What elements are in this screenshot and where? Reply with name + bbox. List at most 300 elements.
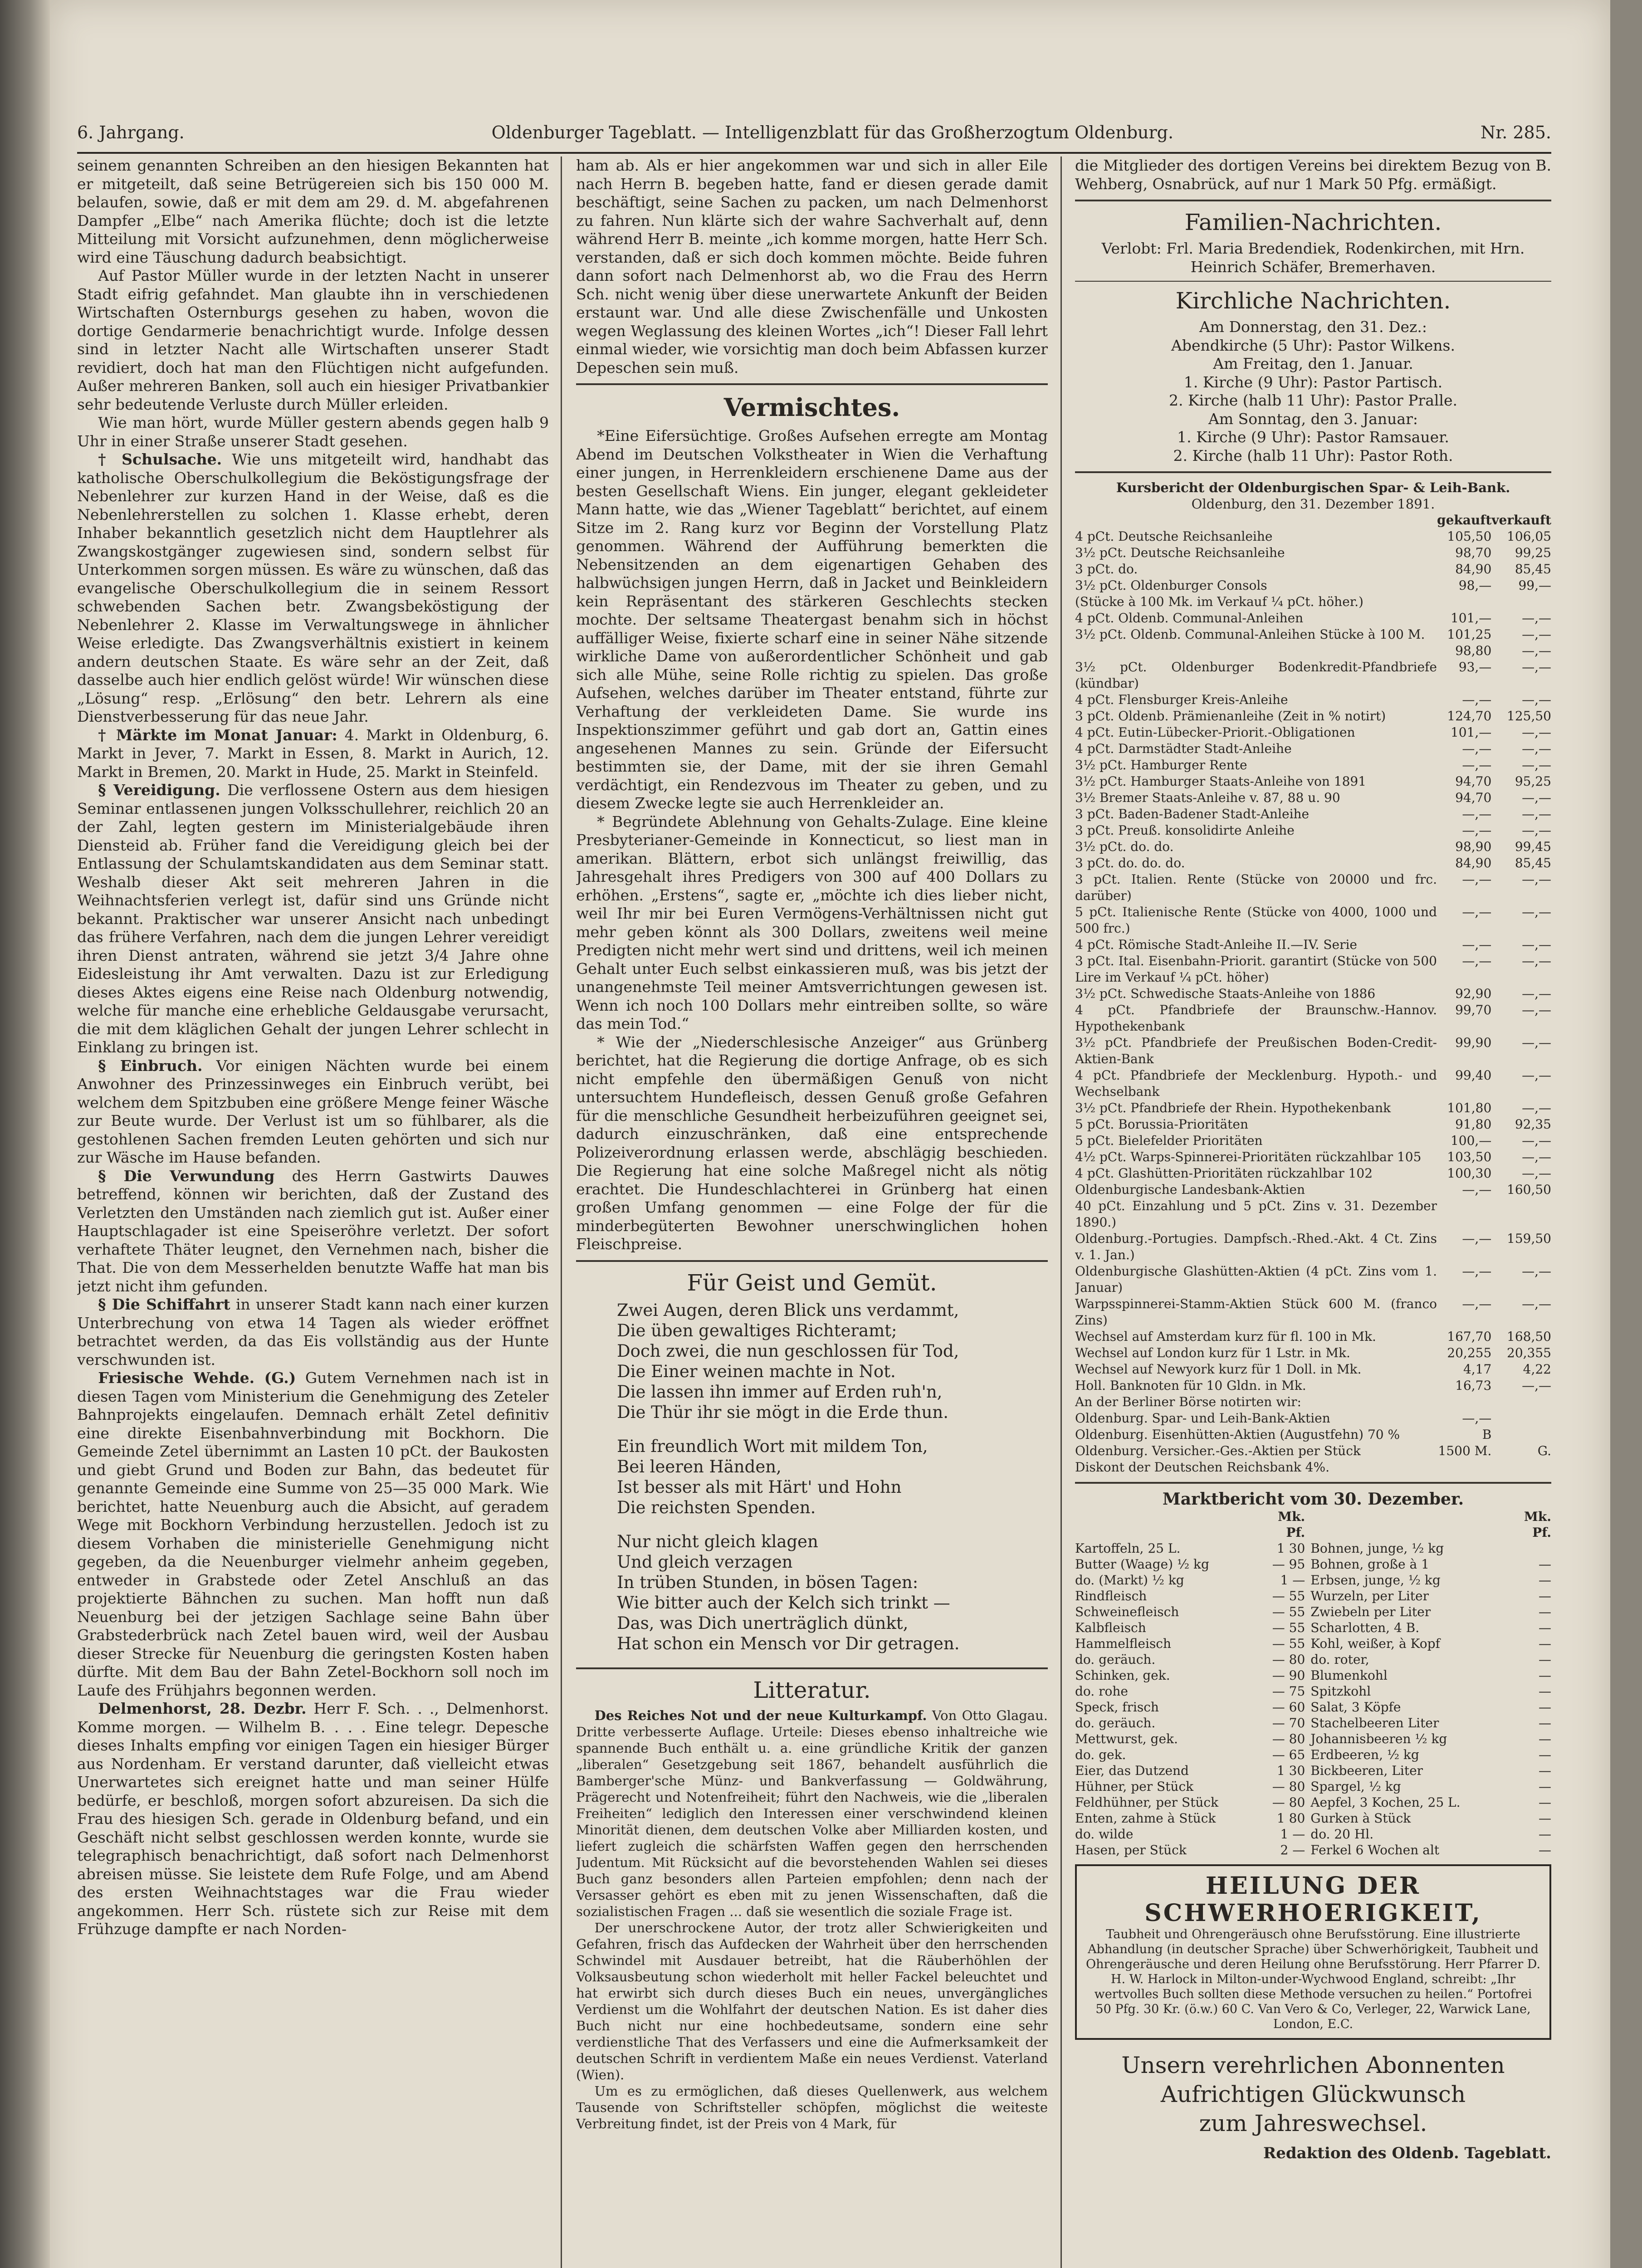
article-text: Wie man hört, wurde Müller gestern abends gegen halb 9 Uhr in einer Straße unserer Stadt gesehen.	[77, 414, 549, 450]
kurs-row	[1075, 626, 1551, 643]
price-bought: 92,90	[1455, 986, 1492, 1001]
security-name: 40 pCt. Einzahlung und 5 pCt. Zins v. 31. Dezember 1890.)	[1075, 1198, 1437, 1230]
church-schedule-line: Am Sonntag, den 3. Januar:	[1208, 410, 1418, 428]
section-rule	[576, 1667, 1048, 1669]
product-price: —	[1539, 1588, 1551, 1603]
security-name: 4 pCt. Darmstädter Stadt-Anleihe	[1075, 741, 1292, 756]
kurs-row	[1075, 1231, 1551, 1263]
price-bought: 101,—	[1450, 611, 1492, 626]
market-row	[1075, 1604, 1551, 1620]
section-title-litteratur: Litteratur.	[753, 1677, 871, 1703]
article-text: Gutem Vernehmen nach ist in diesen Tagen vom Ministerium die Genehmigung des Zeteler Bahnprojekts eingelaufen. Demnach erhält Zetel definitiv eine direkte Eisenbahnverbindung mit Bockhorn. Die Gemeinde Zetel übernimmt an Lasten 10 pCt. der Baukosten und giebt Grund und Boden zur Bahn, das bedeutet für genannte Gemeinde eine Summe von 25—35 000 Mark. Wie berichtet, hatte Neuenburg auch die Absicht, auf geradem Wege mit Bockhorn Verbindung herzustellen. Jedoch ist zu diesem Vorhaben die ministerielle Genehmigung nicht gegeben, da die Neuenburger vielmehr anheim gegeben, entweder in Grabstede oder Zetel Anschluß an das projektierte Bähnchen zu suchen. Man hofft nun daß Neuenburg bei der jetzigen Sachlage seine Bahn über Grabstederbrück nach Zetel bauen wird, weil der Ausbau dieser Strecke für Neuenburg die geringsten Kosten haben dürfte. Mit dem Bau der Bahn Zetel-Bockhorn soll noch im Laufe des Frühjahrs begonnen werden.	[77, 1369, 549, 1699]
kurs-row	[1075, 610, 1551, 626]
product-price: —	[1539, 1667, 1551, 1683]
kurs-row	[1075, 1149, 1551, 1165]
security-name: 4 pCt. Pfandbriefe der Braunschw.-Hannov. Hypothekenbank	[1075, 1002, 1437, 1034]
product-name: Eier, das Dutzend	[1075, 1763, 1189, 1778]
kurs-row	[1075, 937, 1551, 953]
kurs-row	[1075, 577, 1551, 594]
kurs-row	[1075, 773, 1551, 790]
price-sold: —,—	[1522, 872, 1551, 887]
product-name: Stachelbeeren Liter	[1310, 1715, 1439, 1730]
product-name: Erdbeeren, ½ kg	[1310, 1747, 1419, 1762]
kurs-row	[1075, 1182, 1551, 1198]
product-price: — 55	[1272, 1620, 1305, 1635]
ad-headline: SCHWERHOERIGKEIT,	[1144, 1899, 1482, 1927]
product-name: Schweinefleisch	[1075, 1604, 1179, 1619]
security-name: Oldenburg. Versicher.-Ges.-Aktien per Stück	[1075, 1443, 1361, 1458]
product-price: — 80	[1272, 1731, 1305, 1746]
poem-stanza	[617, 1300, 1048, 1422]
product-name: Ferkel 6 Wochen alt	[1310, 1842, 1440, 1857]
price-sold	[1491, 594, 1551, 610]
price-sold: 159,50	[1507, 1231, 1551, 1246]
kurs-row	[1075, 643, 1551, 659]
poem-line: Nur nicht gleich klagen	[617, 1531, 818, 1551]
advertisement-box	[1075, 1864, 1551, 2040]
market-row	[1075, 1763, 1551, 1779]
price-bought: 98,90	[1455, 839, 1492, 854]
article-text: Wie uns mitgeteilt wird, handhabt das katholische Oberschulkollegium die Beköstigungsfrage der Nebenlehrer zur kurzen Hand in der Weise, daß es die Nebenlehrerstellen zu solchen 1. Klasse erhebt, deren Inhaber bekanntlich gesetzlich nicht dem Hauptlehrer als Zwangskostgänger zugewiesen sind, sondern selbst für Unterkommen sorgen müssen. Es wäre zu wünschen, daß das evangelische Oberschulkollegium die in seinem Ressort schwebenden Sachen betr. Zwangsbeköstigung der Nebenlehrer 2. Klasse im Verwaltungswege in ähnlicher Weise erledigte. Das Zwangsverhältnis existiert in keinem andern deutschen Staate. Es wäre sehr an der Zeit, daß dasselbe auch hier endlich gelöst würde! Wir wünschen diese „Lösung“ resp. „Erlösung“ den betr. Lehrern als eine Dienstverbesserung für das neue Jahr.	[77, 450, 549, 725]
article-text: *Eine Eifersüchtige. Großes Aufsehen erregte am Montag Abend im Deutschen Volkstheater in Wien die Verhaftung einer jungen, in Herrenkleidern erschienene Dame aus der besten Gesellschaft Wiens. Ein junger, elegant gekleideter Mann hatte, wie das „Wiener Tageblatt“ berichtet, auf einem Sitze im 2. Rang kurz vor Beginn der Vorstellung Platz genommen. Während der Aufführung bemerkten die Nebensitzenden an dem eigenartigen Gehaben des halbwüchsigen jungen Herrn, daß in Jacket und Beinkleidern kein Repräsentant des stärkeren Geschlechts stecken mochte. Der seltsame Theatergast benahm sich in höchst auffälliger Weise, fixierte scharf eine in seiner Nähe sitzende wirkliche Dame von außerordentlicher Schönheit und gab sich alle Mühe, seine Rolle richtig zu spielen. Das große Aufsehen, welches darüber im Theater entstand, führte zur Verhaftung der verkleideten Dame. Sie wurde ins Inspektionszimmer geführt und gab dort an, Gattin eines angesehenen Mannes zu sein. Gründe der Eifersucht bestimmten sie, der Dame, mit der sie ihren Gemahl verdächtigt, ein Rendezvous im Theater zu geben, und zu diesem Zwecke legte sie auch Herrenkleider an.	[576, 427, 1048, 812]
price-sold: —,—	[1522, 807, 1551, 821]
product-price: — 70	[1272, 1715, 1305, 1730]
column-divider-2	[1060, 156, 1062, 2268]
security-name: 3½ pCt. Hamburger Rente	[1075, 758, 1247, 772]
article-text: Um es zu ermöglichen, daß dieses Quellenwerk, aus welchem Tausende von Schriftsteller schöpfen, möglichst die weiteste Verbreitung findet, ist der Preis von 4 Mark, für	[576, 2083, 1048, 2131]
product-price: —	[1539, 1779, 1551, 1794]
price-bought: —,—	[1462, 741, 1492, 756]
price-bought: 99,70	[1455, 1002, 1492, 1017]
kurs-row	[1075, 822, 1551, 839]
church-schedule-line: 1. Kirche (9 Uhr): Pastor Ramsauer.	[1177, 428, 1449, 446]
price-sold: —,—	[1522, 627, 1551, 642]
product-price: —	[1539, 1556, 1551, 1572]
price-sold	[1491, 1459, 1551, 1476]
poem-line: Und gleich verzagen	[617, 1552, 793, 1572]
product-price: — 80	[1272, 1794, 1305, 1810]
article-heading: § Vereidigung.	[98, 781, 220, 799]
product-name: Speck, frisch	[1075, 1699, 1159, 1715]
security-name: Oldenburgische Glashütten-Aktien (4 pCt. Zins vom 1. Januar)	[1075, 1264, 1437, 1295]
market-row	[1075, 1747, 1551, 1763]
security-name: An der Berliner Börse notirten wir:	[1075, 1394, 1301, 1409]
price-bought: —,—	[1462, 758, 1492, 772]
product-name: do. (Markt) ½ kg	[1075, 1572, 1184, 1588]
price-bought	[1437, 594, 1491, 610]
article-heading: Friesische Wehde. (G.)	[98, 1369, 296, 1387]
product-name: Feldhühner, per Stück	[1075, 1794, 1219, 1810]
price-bought: 99,90	[1455, 1035, 1492, 1050]
security-name: 4 pCt. Römische Stadt-Anleihe II.—IV. Serie	[1075, 937, 1357, 952]
security-name: Wechsel auf London kurz für 1 Lstr. in Mk.	[1075, 1345, 1350, 1360]
security-name: 3 pCt. Preuß. konsolidirte Anleihe	[1075, 823, 1295, 838]
price-sold	[1491, 1427, 1551, 1443]
kurs-row	[1075, 1067, 1551, 1100]
price-sold: 20,355	[1507, 1345, 1551, 1360]
article-heading: Delmenhorst, 28. Dezbr.	[98, 1700, 307, 1717]
church-schedule	[1075, 318, 1551, 465]
price-sold: —,—	[1522, 643, 1551, 658]
product-name: Rindfleisch	[1075, 1588, 1147, 1603]
kurs-row	[1075, 545, 1551, 561]
product-name: Spargel, ½ kg	[1310, 1779, 1401, 1794]
kurs-row	[1075, 1394, 1551, 1410]
poem-line: Die lassen ihn immer auf Erden ruh'n,	[617, 1382, 943, 1402]
market-row	[1075, 1572, 1551, 1588]
product-price: —	[1539, 1794, 1551, 1810]
poem-line: Ein freundlich Wort mit mildem Ton,	[617, 1436, 928, 1456]
product-price: —	[1539, 1715, 1551, 1730]
product-price: —	[1539, 1731, 1551, 1746]
section-rule	[576, 1260, 1048, 1262]
article-heading: § Die Schiffahrt	[98, 1295, 230, 1313]
article-heading: † Schulsache.	[98, 450, 222, 468]
kurs-row	[1075, 1133, 1551, 1149]
poem-line: Die Einer weinen machte in Not.	[617, 1361, 896, 1381]
price-sold: 125,50	[1507, 709, 1551, 723]
security-name: 4 pCt. Oldenb. Communal-Anleihen	[1075, 611, 1304, 626]
product-price: — 55	[1272, 1588, 1305, 1603]
product-name: Bohnen, junge, ½ kg	[1310, 1540, 1444, 1556]
price-sold: —,—	[1522, 660, 1551, 675]
kurs-row	[1075, 692, 1551, 708]
price-bought	[1437, 1394, 1491, 1410]
security-name: Wechsel auf Newyork kurz für 1 Doll. in Mk.	[1075, 1362, 1362, 1377]
church-schedule-line: 2. Kirche (halb 11 Uhr): Pastor Pralle.	[1169, 391, 1457, 409]
product-price: 1 30	[1276, 1540, 1305, 1556]
price-sold: —,—	[1522, 1378, 1551, 1393]
security-name: 4 pCt. Glashütten-Prioritäten rückzahlbar 102	[1075, 1166, 1373, 1181]
new-year-greeting	[1075, 2051, 1551, 2138]
kurs-row	[1075, 724, 1551, 741]
product-price: —	[1539, 1810, 1551, 1826]
product-price: — 80	[1272, 1652, 1305, 1667]
security-name: 3 pCt. do.	[1075, 562, 1138, 577]
security-name: 4 pCt. Deutsche Reichsanleihe	[1075, 529, 1273, 544]
price-bought: —,—	[1462, 692, 1492, 707]
product-price: —	[1539, 1652, 1551, 1667]
article-text: des Herrn Gastwirts Dauwes betreffend, können wir berichten, daß der Zustand des Verletzten den Umständen nach ziemlich gut ist. Außer einer Hauptschlagader ist eine Speiseröhre verletzt. Der sofort verhaftete Thäter leugnet, den Vernehmen nach, bisher die That. Die von dem Messerhelden benutzte Waffe hat man bis jetzt nicht ihm gefunden.	[77, 1167, 549, 1295]
security-name: Wechsel auf Amsterdam kurz für fl. 100 in Mk.	[1075, 1329, 1376, 1344]
product-name: Scharlotten, 4 B.	[1310, 1620, 1420, 1635]
section-rule	[1075, 471, 1551, 473]
church-schedule-line: 2. Kirche (halb 11 Uhr): Pastor Roth.	[1173, 446, 1453, 464]
price-sold: 85,45	[1515, 855, 1551, 870]
article-heading: † Märkte im Monat Januar:	[98, 726, 337, 744]
poem-line: Bei leeren Händen,	[617, 1457, 782, 1476]
price-sold: —,—	[1522, 1035, 1551, 1050]
article-heading: § Die Verwundung	[98, 1167, 275, 1185]
poem-line: Die reichsten Spenden.	[617, 1497, 816, 1517]
kurs-row	[1075, 1443, 1551, 1459]
ad-text: Taubheit und Ohrengeräusch ohne Berufsstörung. Eine illustrierte Abhandlung (in deutscher Sprache) über Schwerhörigkeit, Taubheit und Ohrengeräusche und deren Heilung ohne Berufsstörung. Herr Pfarrer D. H. W. Harlock in Milton-under-Wychwood England, schreibt: „Ihr wertvolles Buch sollten diese Methode versuchen zu heilen.“ Portofrei 50 Pfg. 30 Kr. (ö.w.) 60 C. Van Vero & Co, Verleger, 22, Warwick Lane, London, E.C.	[1086, 1927, 1540, 2031]
kurs-row	[1075, 757, 1551, 773]
price-sold: —,—	[1522, 1264, 1551, 1279]
security-name: 3½ pCt. Oldenb. Communal-Anleihen Stücke à 100 M.	[1075, 627, 1425, 642]
price-sold: —,—	[1522, 986, 1551, 1001]
kurs-row	[1075, 1329, 1551, 1345]
kurs-row	[1075, 871, 1551, 904]
section-rule	[576, 383, 1048, 385]
poem-stanza	[617, 1531, 1048, 1654]
poem-line: In trüben Stunden, in bösen Tagen:	[617, 1572, 919, 1592]
product-price: 1 80	[1276, 1810, 1305, 1826]
product-price: — 90	[1272, 1667, 1305, 1683]
market-row	[1075, 1620, 1551, 1636]
kurs-row	[1075, 1410, 1551, 1427]
market-row	[1075, 1826, 1551, 1842]
price-sold: —,—	[1522, 1166, 1551, 1181]
product-price: 1 —	[1280, 1572, 1305, 1588]
security-name: 3 pCt. do. do. do.	[1075, 855, 1185, 870]
kurs-row	[1075, 790, 1551, 806]
page-header	[77, 122, 1551, 150]
product-name: Schinken, gek.	[1075, 1667, 1170, 1683]
kurs-row	[1075, 953, 1551, 986]
article-text: Herr F. Sch. . ., Delmenhorst. Komme morgen. — Wilhelm B. . . . Eine telegr. Depesche dieses Inhalts empfing vor einigen Tagen ein hiesiger Bürger aus Nordenham. Er verstand darunter, daß vielleicht etwas Unerwartetes sich ereignet hatte und man seiner Hülfe bedürfe, er beschloß, morgen sofort abzureisen. Da sich die Frau des hiesigen Sch. gerade in Oldenburg befand, und ein Geschäft nicht selbst geschlossen werden konnte, wurde sie telegraphisch benachrichtigt, daß sofort nach Delmenhorst abreisen müsse. Sie leistete dem Rufe Folge, und am Abend des ersten Weihnachtstages war die Frau wieder angekommen. Herr Sch. rüstete sich zur Reise mit dem Frühzuge dampfte er nach Norden-	[77, 1700, 549, 1938]
price-bought: B	[1482, 1427, 1492, 1442]
product-price: — 60	[1272, 1699, 1305, 1715]
price-bought: 93,—	[1458, 660, 1492, 675]
security-name: 3½ pCt. Hamburger Staats-Anleihe von 1891	[1075, 774, 1367, 789]
article-text: die Mitglieder des dortigen Vereins bei direktem Bezug von B. Wehberg, Osnabrück, auf nur 1 Mark 50 Pfg. ermäßigt.	[1075, 156, 1551, 193]
market-row	[1075, 1715, 1551, 1731]
security-name: Diskont der Deutschen Reichsbank 4%.	[1075, 1460, 1329, 1475]
poem-line: Die Thür ihr sie mögt in die Erde thun.	[617, 1402, 948, 1422]
volume-label: 6. Jahrgang.	[77, 122, 185, 142]
security-name: Oldenburg.-Portugies. Dampfsch.-Rhed.-Akt. 4 Ct. Zins v. 1. Jan.)	[1075, 1231, 1437, 1262]
market-row	[1075, 1683, 1551, 1699]
unit-header: Mk. Pf.	[1278, 1509, 1305, 1540]
market-table	[1075, 1509, 1551, 1858]
market-row	[1075, 1556, 1551, 1572]
price-bought: 100,—	[1450, 1133, 1492, 1148]
security-name: 3½ pCt. Oldenburger Consols	[1075, 578, 1267, 593]
kurs-row	[1075, 1378, 1551, 1394]
market-row	[1075, 1731, 1551, 1747]
price-bought: —,—	[1462, 953, 1492, 968]
kurs-row	[1075, 1198, 1551, 1231]
kurs-row	[1075, 1427, 1551, 1443]
security-name: 3½ pCt. Pfandbriefe der Preußischen Boden-Credit-Aktien-Bank	[1075, 1035, 1437, 1066]
poem-line: Das, was Dich unerträglich dünkt,	[617, 1613, 909, 1633]
price-bought: 103,50	[1447, 1149, 1492, 1164]
price-sold: —,—	[1522, 741, 1551, 756]
poem-line: Hat schon ein Mensch vor Dir getragen.	[617, 1633, 960, 1653]
product-price: —	[1539, 1699, 1551, 1715]
product-price: —	[1539, 1747, 1551, 1762]
kurs-row	[1075, 1263, 1551, 1296]
price-sold	[1491, 1198, 1551, 1231]
price-sold: —,—	[1522, 1296, 1551, 1311]
col-header-verkauft: verkauft	[1491, 513, 1551, 528]
product-price: —	[1539, 1826, 1551, 1842]
security-name: 4 pCt. Pfandbriefe der Mecklenburg. Hypoth.- und Wechselbank	[1075, 1068, 1437, 1099]
poem	[576, 1300, 1048, 1654]
product-price: —	[1539, 1763, 1551, 1778]
column-divider-1	[561, 156, 562, 2268]
security-name: 3 pCt. Italien. Rente (Stücke von 20000 und frc. darüber)	[1075, 872, 1437, 903]
poem-line: Zwei Augen, deren Blick uns verdammt,	[617, 1300, 959, 1320]
product-name: do. gek.	[1075, 1747, 1126, 1762]
product-name: Kalbfleisch	[1075, 1620, 1146, 1635]
price-bought: 1500 M.	[1438, 1443, 1492, 1458]
market-title: Marktbericht vom 30. Dezember.	[1162, 1490, 1464, 1509]
article-text: Vor einigen Nächten wurde bei einem Anwohner des Prinzessinweges ein Einbruch verübt, bei welchem dem Spitzbuben eine größere Menge feiner Wäsche zur Beute wurde. Der Verlust ist um so fühlbarer, als die gestohlenen Sachen fremden Leuten gehörten und sich nur zur Wäsche im Hause befanden.	[77, 1056, 549, 1166]
product-name: do. rohe	[1075, 1683, 1128, 1699]
price-bought: 98,—	[1458, 578, 1492, 593]
price-bought: 84,90	[1455, 855, 1492, 870]
product-name: Wurzeln, per Liter	[1310, 1588, 1429, 1603]
kurs-row	[1075, 741, 1551, 757]
greeting-line: Aufrichtigen Glückwunsch	[1160, 2081, 1466, 2107]
price-bought: 167,70	[1447, 1329, 1492, 1344]
product-name: Johannisbeeren ½ kg	[1310, 1731, 1447, 1746]
price-sold: 95,25	[1515, 774, 1551, 789]
security-name: 3½ pCt. Pfandbriefe der Rhein. Hypothekenbank	[1075, 1100, 1391, 1115]
section-rule	[1075, 281, 1551, 282]
poem-line: Doch zwei, die nun geschlossen für Tod,	[617, 1341, 959, 1361]
price-sold: —,—	[1522, 1002, 1551, 1017]
header-rule	[77, 152, 1551, 154]
kurs-row	[1075, 594, 1551, 610]
kurs-row	[1075, 1100, 1551, 1116]
poem-line: Die üben gewaltiges Richteramt;	[617, 1320, 897, 1340]
product-name: Hammelfleisch	[1075, 1636, 1172, 1651]
security-name: 5 pCt. Borussia-Prioritäten	[1075, 1117, 1248, 1132]
security-name: 5 pCt. Italienische Rente (Stücke von 4000, 1000 und 500 frc.)	[1075, 904, 1437, 936]
kurs-row	[1075, 1361, 1551, 1378]
price-bought: 101,25	[1447, 627, 1492, 642]
product-name: Salat, 3 Köpfe	[1310, 1699, 1401, 1715]
article-text: * Begründete Ablehnung von Gehalts-Zulage. Eine kleine Presbyterianer-Gemeinde in Konnecticut, so liest man in amerikan. Blättern, erbot sich unlängst freiwillig, das Jahresgehalt ihres Predigers von 300 auf 400 Dollars zu erhöhen. „Erstens“, sagte er, „möchte ich dies lieber nicht, weil Ihr mir bei Euren Vermögens-Verhältnissen nicht gut mehr geben könnt als 300 Dollars, zweitens weil meine Predigten nicht mehr wert sind und drittens, weil ich meinen Gehalt unter Euch selbst einkassieren muß, was bis jetzt der unangenehmste Teil meiner Amtsverrichtungen gewesen ist. Wenn ich noch 100 Dollars mehr eintreiben sollte, so wäre das mein Tod.“	[576, 812, 1048, 1032]
price-bought	[1437, 1459, 1491, 1476]
product-name: Bohnen, große à 1	[1310, 1556, 1429, 1572]
security-name: Holl. Banknoten für 10 Gldn. in Mk.	[1075, 1378, 1306, 1393]
price-sold: 106,05	[1507, 529, 1551, 544]
price-bought: 99,40	[1455, 1068, 1492, 1083]
product-name: Erbsen, junge, ½ kg	[1310, 1572, 1441, 1588]
security-name: 3½ Bremer Staats-Anleihe v. 87, 88 u. 90	[1075, 790, 1340, 805]
article-text: seinem genannten Schreiben an den hiesigen Bekannten hat er mitgeteilt, daß seine Betrügereien sich bis 150 000 M. belaufen, sowie, daß er mit dem am 29. d. M. abgefahrenen Dampfer „Elbe“ nach Amerika flüchte; doch ist die letzte Mitteilung mit Vorsicht aufzunehmen, denn möglicherweise wird eine Täuschung dadurch beabsichtigt.	[77, 156, 549, 266]
article-text: Die verflossene Ostern aus dem hiesigen Seminar entlassenen jungen Volksschullehrer, reichlich 20 an der Zahl, legten gestern im Ministerialgebäude ihren Diensteid ab. Früher fand die Vereidigung gleich bei der Entlassung der Schulamtskandidaten aus dem Seminar statt. Weshalb dieser Akt seit mehreren Jahren in die Weihnachtsferien verlegt ist, dafür sind uns Gründe nicht bekannt. Praktischer war unserer Ansicht nach unbedingt das frühere Verfahren, nach dem die jungen Lehrer vereidigt ihren Dienst antraten, während sie jetzt 3/4 Jahre ohne Eidesleistung ihr Amt verwalten. Dazu ist zur Erledigung dieses Aktes eigens eine Reise nach Oldenburg notwendig, welche für manche eine erhebliche Geldausgabe verursacht, die mit dem kläglichen Gehalt der jungen Lehrer schlecht in Einklang zu bringen ist.	[77, 781, 549, 1056]
price-sold: —,—	[1522, 758, 1551, 772]
kurs-row	[1075, 659, 1551, 692]
product-price: —	[1539, 1620, 1551, 1635]
product-price: — 80	[1272, 1779, 1305, 1794]
product-price: — 95	[1272, 1556, 1305, 1572]
price-bought: —,—	[1462, 1182, 1492, 1197]
col-header-gekauft: gekauft	[1437, 513, 1492, 528]
security-name: 3½ pCt. Deutsche Reichsanleihe	[1075, 545, 1285, 560]
church-schedule-line: Am Freitag, den 1. Januar.	[1213, 355, 1413, 372]
price-sold	[1491, 1410, 1551, 1427]
kursbericht-date: Oldenburg, den 31. Dezember 1891.	[1191, 496, 1435, 512]
poem-stanza	[617, 1436, 1048, 1518]
product-name: Kartoffeln, 25 L.	[1075, 1540, 1181, 1556]
kurs-row	[1075, 1002, 1551, 1035]
market-row	[1075, 1652, 1551, 1667]
price-sold: —,—	[1522, 823, 1551, 838]
market-row	[1075, 1540, 1551, 1556]
section-title-vermischtes: Vermischtes.	[723, 393, 900, 422]
section-rule	[1075, 200, 1551, 201]
price-bought: 16,73	[1455, 1378, 1492, 1393]
security-name: 4 pCt. Eutin-Lübecker-Priorit.-Obligationen	[1075, 725, 1355, 740]
kurs-row	[1075, 986, 1551, 1002]
product-name: Kohl, weißer, à Kopf	[1310, 1636, 1440, 1651]
kurs-row	[1075, 806, 1551, 822]
price-bought: 20,255	[1447, 1345, 1492, 1360]
column-3	[1075, 156, 1551, 2268]
security-name: Oldenburg. Spar- und Leih-Bank-Aktien	[1075, 1411, 1330, 1426]
unit-header: Mk. Pf.	[1524, 1509, 1551, 1540]
price-bought: 84,90	[1455, 562, 1492, 577]
article-text: Auf Pastor Müller wurde in der letzten Nacht in unserer Stadt eifrig gefahndet. Man glaubte ihn in verschiedenen Wirtschaften Osternburgs gesehen zu haben, wovon die dortige Gendarmerie benachrichtigt wurde. Infolge dessen sind in letzter Nacht alle Wirtschaften unserer Stadt revidiert, doch hat man den Flüchtigen nicht aufgefunden. Außer mehreren Banken, soll auch ein hiesiger Privatbankier sehr bedeutende Verluste durch Müller erleiden.	[77, 267, 549, 413]
page-binding-edge	[0, 0, 50, 2268]
section-title-kirchliche: Kirchliche Nachrichten.	[1175, 288, 1451, 314]
price-bought: 4,17	[1463, 1362, 1492, 1377]
family-notice: Verlobt: Frl. Maria Bredendiek, Rodenkirchen, mit Hrn. Heinrich Schäfer, Bremerhaven.	[1101, 240, 1525, 276]
greeting-line: zum Jahreswechsel.	[1199, 2110, 1427, 2136]
section-title-geist: Für Geist und Gemüt.	[687, 1269, 937, 1296]
price-sold: 99,25	[1515, 545, 1551, 560]
kurs-row	[1075, 1165, 1551, 1182]
kurs-row	[1075, 1345, 1551, 1361]
price-sold: —,—	[1522, 692, 1551, 707]
kurs-row	[1075, 1296, 1551, 1329]
kurs-row	[1075, 1116, 1551, 1133]
kurs-row	[1075, 904, 1551, 937]
price-sold: 4,22	[1523, 1362, 1551, 1377]
product-name: do. geräuch.	[1075, 1652, 1156, 1667]
market-row	[1075, 1636, 1551, 1652]
security-name: Oldenburg. Eisenhütten-Aktien (Augustfehn) 70 %	[1075, 1427, 1400, 1442]
price-bought	[1437, 1198, 1491, 1231]
price-bought: 101,—	[1450, 725, 1492, 740]
price-bought: 94,70	[1455, 774, 1492, 789]
price-sold: G.	[1537, 1443, 1551, 1458]
product-name: Hasen, per Stück	[1075, 1842, 1187, 1857]
product-price: — 65	[1272, 1747, 1305, 1762]
section-title-familien: Familien-Nachrichten.	[1184, 209, 1442, 235]
price-sold: 168,50	[1507, 1329, 1551, 1344]
poem-line: Ist besser als mit Härt' und Hohn	[617, 1477, 902, 1497]
editorial-signature: Redaktion des Oldenb. Tageblatt.	[1263, 2144, 1551, 2162]
security-name: 4½ pCt. Warps-Spinnerei-Prioritäten rückzahlbar 105	[1075, 1149, 1422, 1164]
product-price: —	[1539, 1842, 1551, 1857]
security-name: 3 pCt. Baden-Badener Stadt-Anleihe	[1075, 807, 1310, 821]
product-name: Mettwurst, gek.	[1075, 1731, 1178, 1746]
kurs-row	[1075, 708, 1551, 724]
price-sold: —,—	[1522, 953, 1551, 968]
product-price: — 55	[1272, 1604, 1305, 1619]
security-name: Warpsspinnerei-Stamm-Aktien Stück 600 M. (franco Zins)	[1075, 1296, 1437, 1328]
price-sold: —,—	[1522, 611, 1551, 626]
product-name: Gurken à Stück	[1310, 1810, 1411, 1826]
product-price: 1 30	[1276, 1763, 1305, 1778]
product-name: Spitzkohl	[1310, 1683, 1371, 1699]
price-bought: —,—	[1462, 823, 1492, 838]
price-sold: —,—	[1522, 725, 1551, 740]
product-price: 2 —	[1280, 1842, 1305, 1857]
market-row	[1075, 1794, 1551, 1810]
kurs-row	[1075, 561, 1551, 577]
issue-number: Nr. 285.	[1480, 122, 1551, 142]
price-sold: 99,—	[1518, 578, 1551, 593]
security-name: 3½ pCt. Schwedische Staats-Anleihe von 1886	[1075, 986, 1376, 1001]
